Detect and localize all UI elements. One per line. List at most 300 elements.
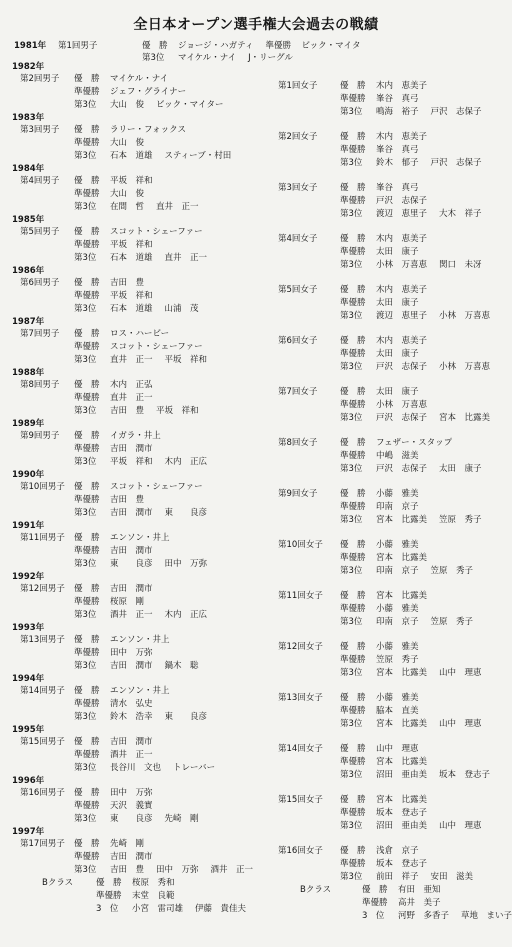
position-label: 準優勝 bbox=[74, 801, 100, 811]
player-name: 前田 祥子 bbox=[376, 872, 419, 882]
position-label: 準優勝 bbox=[74, 393, 100, 403]
result-row bbox=[20, 99, 236, 112]
year-block bbox=[12, 113, 257, 164]
position-label: 準優勝 bbox=[74, 699, 100, 709]
position-label: 第3位 bbox=[74, 304, 97, 314]
player-name: 小林 万喜恵 bbox=[376, 260, 428, 270]
result-row bbox=[20, 698, 219, 711]
result-row bbox=[20, 685, 219, 698]
position-label: 第3位 bbox=[74, 151, 97, 161]
result-row bbox=[20, 864, 265, 877]
position-label: 第3位 bbox=[74, 712, 97, 722]
player-name: ビック・マイタ bbox=[301, 41, 361, 51]
year-label: 1981年 bbox=[14, 41, 47, 51]
women-block bbox=[278, 641, 508, 692]
player-name: 太田 康子 bbox=[376, 387, 419, 397]
result-row bbox=[278, 565, 485, 578]
position-label: 優 勝 bbox=[362, 885, 388, 895]
result-row bbox=[278, 667, 494, 680]
result-row bbox=[278, 871, 485, 884]
player-name: ラリー・フォックス bbox=[110, 125, 186, 135]
result-row bbox=[20, 660, 211, 673]
first-row-1 bbox=[14, 40, 372, 52]
result-row bbox=[278, 654, 494, 667]
player-name: 酒井 正一 bbox=[210, 865, 254, 875]
event-label: 第16回女子 bbox=[278, 846, 323, 856]
player-name: 平坂 祥和 bbox=[110, 240, 153, 250]
player-name: 坂本 登志子 bbox=[376, 808, 428, 818]
women-tournament bbox=[278, 284, 502, 323]
event-label: 第15回女子 bbox=[278, 795, 323, 805]
position-label: 準優勝 bbox=[74, 291, 100, 301]
position-label: 準優勝 bbox=[96, 891, 122, 901]
year-label: 1989年 bbox=[12, 419, 45, 429]
player-name: 印南 京子 bbox=[376, 617, 419, 627]
player-name: 鍋木 聡 bbox=[164, 661, 199, 671]
position-label: 準優勝 bbox=[340, 553, 366, 563]
result-row bbox=[278, 603, 485, 616]
player-name: 吉田 豊 bbox=[110, 865, 145, 875]
event-label: 第2回男子 bbox=[20, 74, 60, 84]
player-name: 田中 万弥 bbox=[110, 788, 153, 798]
result-row bbox=[20, 558, 219, 571]
player-name: 戸沢 志保子 bbox=[376, 464, 428, 474]
position-label: 準優勝 bbox=[74, 597, 100, 607]
player-name: 平坂 祥和 bbox=[110, 291, 153, 301]
player-name: 先崎 剛 bbox=[164, 814, 199, 824]
women-block bbox=[278, 386, 508, 437]
player-name: 渡辺 恵里子 bbox=[376, 209, 428, 219]
player-name: 酒井 正一 bbox=[110, 610, 153, 620]
men-tournament bbox=[20, 226, 219, 265]
player-name: 酒井 正一 bbox=[110, 750, 153, 760]
year-label: 1983年 bbox=[12, 113, 45, 123]
player-name: 小宮 雷司雄 bbox=[132, 904, 184, 914]
event-label: 第16回男子 bbox=[20, 788, 65, 798]
year-block bbox=[12, 725, 257, 776]
event-label: Bクラス bbox=[42, 878, 74, 888]
result-row bbox=[42, 890, 258, 903]
event-label: 第5回女子 bbox=[278, 285, 318, 295]
player-name: 木内 正広 bbox=[164, 457, 208, 467]
women-tournament bbox=[278, 386, 502, 425]
men-tournament bbox=[20, 685, 219, 724]
event-label: 第3回女子 bbox=[278, 183, 318, 193]
player-name: 伊藤 貴佳夫 bbox=[195, 904, 247, 914]
position-label: 優 勝 bbox=[74, 431, 100, 441]
result-row bbox=[278, 348, 502, 361]
result-row bbox=[278, 616, 485, 629]
player-name: マイケル・ナイ bbox=[110, 74, 169, 84]
women-block bbox=[278, 284, 508, 335]
player-name: 戸沢 志保子 bbox=[430, 107, 482, 117]
player-name: 中嶋 滋美 bbox=[376, 451, 419, 461]
position-label: 準優勝 bbox=[74, 750, 100, 760]
event-label: 第2回女子 bbox=[278, 132, 318, 142]
position-label: 3 位 bbox=[362, 911, 385, 921]
position-label: 準優勝 bbox=[340, 94, 366, 104]
event-label: 第8回男子 bbox=[20, 380, 60, 390]
position-label: 第3位 bbox=[74, 406, 97, 416]
player-name: 宮本 比露美 bbox=[376, 719, 428, 729]
player-name: 山中 理恵 bbox=[376, 744, 419, 754]
player-name: 山中 理恵 bbox=[439, 719, 482, 729]
position-label: 優 勝 bbox=[340, 693, 366, 703]
position-label: 優 勝 bbox=[74, 176, 100, 186]
player-name: 脇本 直美 bbox=[376, 706, 419, 716]
player-name: 沼田 亜由美 bbox=[376, 770, 428, 780]
position-label: 優 勝 bbox=[142, 41, 168, 51]
event-label: 第5回男子 bbox=[20, 227, 60, 237]
position-label: 準優勝 bbox=[340, 502, 366, 512]
result-row bbox=[278, 412, 502, 425]
women-tournament bbox=[278, 641, 494, 680]
women-block bbox=[278, 335, 508, 386]
player-name: 山浦 茂 bbox=[164, 304, 199, 314]
player-name: 長谷川 文也 bbox=[110, 763, 162, 773]
year-label: 1993年 bbox=[12, 623, 45, 633]
position-label: 第3位 bbox=[142, 53, 165, 63]
position-label: 3 位 bbox=[96, 904, 119, 914]
position-label: 優 勝 bbox=[340, 183, 366, 193]
year-label: 1988年 bbox=[12, 368, 45, 378]
player-name: 東 良彦 bbox=[164, 712, 208, 722]
position-label: 優 勝 bbox=[74, 635, 100, 645]
position-label: 第3位 bbox=[340, 515, 363, 525]
result-row bbox=[20, 838, 265, 851]
position-label: 準優勝 bbox=[340, 706, 366, 716]
result-row bbox=[20, 86, 236, 99]
player-name: 戸沢 志保子 bbox=[376, 362, 428, 372]
player-name: 平坂 祥和 bbox=[156, 406, 199, 416]
position-label: 優 勝 bbox=[340, 642, 366, 652]
result-row bbox=[20, 762, 227, 775]
player-name: 宮本 比露美 bbox=[376, 553, 428, 563]
player-name: 安田 滋美 bbox=[430, 872, 474, 882]
women-tournament bbox=[278, 539, 485, 578]
position-label: 第3位 bbox=[340, 770, 363, 780]
women-tournament bbox=[278, 590, 485, 629]
year-label: 1997年 bbox=[12, 827, 45, 837]
result-row bbox=[278, 463, 494, 476]
b-class-results bbox=[42, 877, 258, 916]
player-name: スティーブ・村田 bbox=[164, 151, 232, 161]
women-tournament bbox=[278, 80, 494, 119]
women-tournament bbox=[278, 131, 494, 170]
player-name: エンソン・井上 bbox=[110, 686, 170, 696]
position-label: 優 勝 bbox=[340, 234, 366, 244]
result-row bbox=[20, 596, 219, 609]
player-name: 鈴木 浩幸 bbox=[110, 712, 153, 722]
position-label: 準優勝 bbox=[340, 298, 366, 308]
position-label: 準優勝 bbox=[340, 655, 366, 665]
result-row bbox=[20, 787, 211, 800]
women-block bbox=[278, 182, 508, 233]
event-label: 第9回男子 bbox=[20, 431, 60, 441]
result-row bbox=[20, 749, 227, 762]
player-name: 太田 康子 bbox=[376, 298, 419, 308]
player-name: J・リーグル bbox=[248, 53, 293, 63]
position-label: 第3位 bbox=[340, 566, 363, 576]
result-row bbox=[278, 552, 485, 565]
player-name: 直井 正一 bbox=[110, 393, 153, 403]
player-name: 直井 正一 bbox=[110, 355, 153, 365]
position-label: 優 勝 bbox=[74, 278, 100, 288]
player-name: 浅倉 京子 bbox=[376, 846, 419, 856]
event-label: 第11回女子 bbox=[278, 591, 323, 601]
position-label: 優 勝 bbox=[74, 482, 100, 492]
result-row bbox=[20, 405, 211, 418]
women-block bbox=[278, 131, 508, 182]
player-name: 吉田 潤市 bbox=[110, 852, 153, 862]
event-label: 第11回男子 bbox=[20, 533, 65, 543]
position-label: 準優勝 bbox=[340, 247, 366, 257]
year-block bbox=[12, 470, 257, 521]
women-tournament bbox=[278, 743, 502, 782]
women-tournament bbox=[278, 335, 502, 374]
men-tournament bbox=[20, 583, 219, 622]
year-block bbox=[12, 827, 257, 947]
men-tournament bbox=[20, 736, 227, 775]
player-name: 在間 哲 bbox=[110, 202, 145, 212]
position-label: 第3位 bbox=[74, 457, 97, 467]
women-block bbox=[278, 488, 508, 539]
player-name: 東 良彦 bbox=[110, 814, 153, 824]
position-label: 優 勝 bbox=[340, 540, 366, 550]
position-label: 優 勝 bbox=[74, 227, 100, 237]
player-name: 東 良彦 bbox=[164, 508, 208, 518]
result-row bbox=[278, 794, 494, 807]
position-label: 第3位 bbox=[340, 872, 363, 882]
position-label: 優 勝 bbox=[74, 533, 100, 543]
result-row bbox=[278, 807, 494, 820]
event-label: 第4回女子 bbox=[278, 234, 318, 244]
player-name: マイケル・ナイ bbox=[178, 53, 237, 63]
result-row bbox=[20, 73, 236, 86]
event-label: 第7回女子 bbox=[278, 387, 318, 397]
men-tournament bbox=[20, 481, 219, 520]
men-tournament bbox=[20, 532, 219, 571]
position-label: 準優勝 bbox=[362, 898, 388, 908]
women-tournament bbox=[278, 437, 494, 476]
position-label: 準優勝 bbox=[340, 604, 366, 614]
result-row bbox=[278, 769, 502, 782]
result-row bbox=[278, 144, 494, 157]
year-label: 1990年 bbox=[12, 470, 45, 480]
result-row bbox=[278, 131, 494, 144]
men-tournament bbox=[20, 277, 211, 316]
player-name: ジョージ・ハガティ bbox=[178, 41, 254, 51]
position-label: 優 勝 bbox=[340, 591, 366, 601]
player-name: 直井 正一 bbox=[156, 202, 199, 212]
result-row bbox=[20, 188, 211, 201]
year-label: 1986年 bbox=[12, 266, 45, 276]
player-name: 田中 万弥 bbox=[164, 559, 208, 569]
event-label: 第1回男子 bbox=[58, 41, 98, 51]
result-row bbox=[20, 456, 219, 469]
player-name: ビック・マイター bbox=[156, 100, 224, 110]
year-block bbox=[12, 266, 257, 317]
position-label: 第3位 bbox=[340, 413, 363, 423]
position-label: 準優勝 bbox=[74, 138, 100, 148]
player-name: 印南 京子 bbox=[376, 566, 419, 576]
player-name: 印南 京子 bbox=[376, 502, 419, 512]
player-name: 渡辺 恵里子 bbox=[376, 311, 428, 321]
year-block bbox=[12, 572, 257, 623]
result-row bbox=[20, 392, 211, 405]
position-label: 第3位 bbox=[74, 661, 97, 671]
result-row bbox=[278, 501, 494, 514]
result-row bbox=[300, 884, 512, 897]
position-label: 準優勝 bbox=[265, 41, 291, 51]
player-name: 小林 万喜恵 bbox=[376, 400, 428, 410]
year-block bbox=[12, 674, 257, 725]
women-tournament bbox=[278, 794, 494, 833]
result-row bbox=[20, 239, 219, 252]
position-label: 第3位 bbox=[340, 719, 363, 729]
event-label: 第6回女子 bbox=[278, 336, 318, 346]
result-row bbox=[20, 201, 211, 214]
position-label: 第3位 bbox=[74, 763, 97, 773]
result-row bbox=[20, 507, 219, 520]
player-name: 末堂 良範 bbox=[132, 891, 175, 901]
result-row bbox=[278, 450, 494, 463]
position-label: 準優勝 bbox=[74, 240, 100, 250]
player-name: 吉田 豊 bbox=[110, 278, 145, 288]
player-name: 吉田 潤市 bbox=[110, 444, 153, 454]
position-label: 第3位 bbox=[340, 464, 363, 474]
result-row bbox=[20, 583, 219, 596]
player-name: 平坂 祥和 bbox=[110, 457, 153, 467]
player-name: ロス・ハービー bbox=[110, 329, 170, 339]
result-row bbox=[42, 903, 258, 916]
result-row bbox=[278, 182, 494, 195]
position-label: 第3位 bbox=[74, 100, 97, 110]
player-name: 直井 正一 bbox=[164, 253, 208, 263]
men-tournament bbox=[20, 379, 211, 418]
position-label: 準優勝 bbox=[74, 495, 100, 505]
women-block bbox=[278, 437, 508, 488]
position-label: 準優勝 bbox=[74, 342, 100, 352]
result-row bbox=[278, 259, 494, 272]
result-row bbox=[278, 335, 502, 348]
women-block bbox=[278, 590, 508, 641]
player-name: 草地 まい子 bbox=[461, 911, 512, 921]
result-row bbox=[20, 328, 219, 341]
women-results-column bbox=[278, 80, 512, 945]
result-row bbox=[20, 481, 219, 494]
player-name: トレーバー bbox=[173, 763, 216, 773]
player-name: 戸沢 志保子 bbox=[376, 196, 428, 206]
position-label: 優 勝 bbox=[74, 125, 100, 135]
women-block bbox=[278, 233, 508, 284]
year-label: 1991年 bbox=[12, 521, 45, 531]
player-name: エンソン・井上 bbox=[110, 533, 170, 543]
player-name: 峯谷 真弓 bbox=[376, 94, 419, 104]
result-row bbox=[20, 175, 211, 188]
position-label: 優 勝 bbox=[74, 74, 100, 84]
player-name: 平坂 祥和 bbox=[164, 355, 208, 365]
result-row bbox=[20, 532, 219, 545]
player-name: 戸沢 志保子 bbox=[430, 158, 482, 168]
position-label: 優 勝 bbox=[74, 788, 100, 798]
position-label: 準優勝 bbox=[74, 87, 100, 97]
player-name: 吉田 豊 bbox=[110, 495, 145, 505]
position-label: 第3位 bbox=[340, 107, 363, 117]
result-row bbox=[278, 80, 494, 93]
position-label: 第3位 bbox=[74, 865, 97, 875]
player-name: 峯谷 真弓 bbox=[376, 183, 419, 193]
player-name: フェザー・スタップ bbox=[376, 438, 453, 448]
result-row bbox=[278, 157, 494, 170]
result-row bbox=[20, 137, 243, 150]
player-name: 太田 康子 bbox=[376, 349, 419, 359]
position-label: 第3位 bbox=[340, 668, 363, 678]
player-name: 沼田 亜由美 bbox=[376, 821, 428, 831]
result-row bbox=[278, 820, 494, 833]
position-label: 優 勝 bbox=[74, 839, 100, 849]
position-label: 第3位 bbox=[74, 508, 97, 518]
result-row bbox=[278, 233, 494, 246]
position-label: 優 勝 bbox=[74, 329, 100, 339]
position-label: 第3位 bbox=[74, 814, 97, 824]
player-name: 吉田 潤市 bbox=[110, 508, 153, 518]
result-row bbox=[20, 634, 211, 647]
year-block bbox=[12, 521, 257, 572]
player-name: スコット・シェーファー bbox=[110, 227, 203, 237]
player-name: 田中 万弥 bbox=[110, 648, 153, 658]
result-row bbox=[20, 277, 211, 290]
result-row bbox=[20, 290, 211, 303]
position-label: 優 勝 bbox=[340, 336, 366, 346]
result-row bbox=[20, 252, 219, 265]
position-label: 第3位 bbox=[340, 362, 363, 372]
result-row bbox=[278, 297, 502, 310]
event-label: 第1回女子 bbox=[278, 81, 318, 91]
year-block bbox=[12, 215, 257, 266]
position-label: 準優勝 bbox=[340, 808, 366, 818]
player-name: 大山 俊 bbox=[110, 189, 145, 199]
position-label: 第3位 bbox=[340, 311, 363, 321]
result-row bbox=[278, 641, 494, 654]
player-name: 吉田 潤市 bbox=[110, 546, 153, 556]
event-label: 第10回女子 bbox=[278, 540, 323, 550]
result-row bbox=[278, 310, 502, 323]
year-label: 1994年 bbox=[12, 674, 45, 684]
event-label: 第12回男子 bbox=[20, 584, 65, 594]
player-name: エンソン・井上 bbox=[110, 635, 170, 645]
women-block bbox=[278, 80, 508, 131]
result-row bbox=[20, 545, 219, 558]
men-tournament bbox=[20, 124, 243, 163]
result-row bbox=[20, 430, 219, 443]
player-name: 小藤 雅美 bbox=[376, 693, 419, 703]
result-row bbox=[278, 399, 502, 412]
men-results-column bbox=[12, 62, 257, 947]
player-name: 太田 康子 bbox=[439, 464, 482, 474]
position-label: 第3位 bbox=[340, 209, 363, 219]
result-row bbox=[20, 736, 227, 749]
player-name: 吉田 潤市 bbox=[110, 661, 153, 671]
women-tournament bbox=[278, 692, 494, 731]
position-label: 準優勝 bbox=[74, 546, 100, 556]
result-row bbox=[278, 539, 485, 552]
player-name: 坂本 登志子 bbox=[439, 770, 491, 780]
player-name: 宮本 比露美 bbox=[376, 515, 428, 525]
player-name: 笠原 秀子 bbox=[376, 655, 419, 665]
result-row bbox=[42, 877, 258, 890]
men-tournament bbox=[20, 430, 219, 469]
